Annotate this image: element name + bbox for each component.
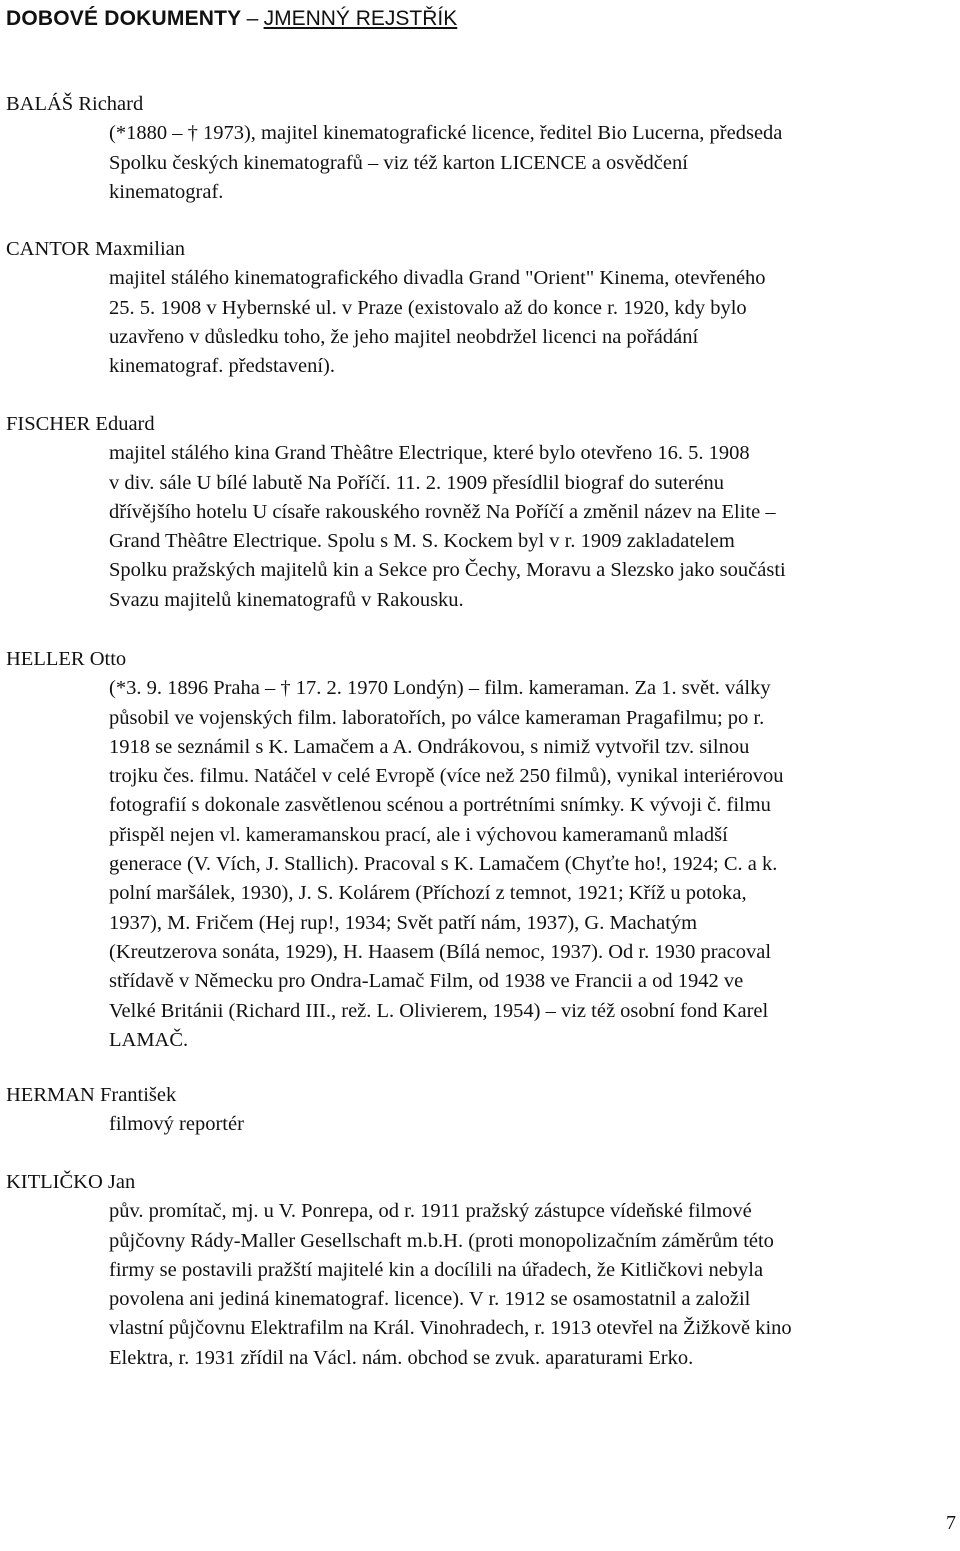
entry-line: Elektra, r. 1931 zřídil na Václ. nám. obchod se zvuk. aparaturami Erko. xyxy=(109,1346,694,1369)
page-number: 7 xyxy=(946,1512,956,1534)
entry-line: kinematograf. xyxy=(109,180,224,203)
entry-line: polní maršálek, 1930), J. S. Kolárem (Příchozí z temnot, 1921; Kříž u potoka, xyxy=(109,882,747,905)
entry-line: majitel stálého kinematografického divadla Grand "Orient" Kinema, otevřeného xyxy=(109,267,766,290)
entry-heller xyxy=(6,645,956,1055)
entry-line: trojku čes. filmu. Natáčel v celé Evropě (více než 250 filmů), vynikal interiérovou xyxy=(109,765,784,788)
entry-line: generace (V. Vích, J. Stallich). Pracoval s K. Lamačem (Chyťte ho!, 1924; C. a k. xyxy=(109,853,778,876)
entry-line: přispěl nejen vl. kameramanskou prací, ale i výchovou kameramanů mladší xyxy=(109,823,728,846)
entry-cantor xyxy=(6,235,956,381)
header-title: DOBOVÉ DOKUMENTY xyxy=(6,7,242,30)
entry-line: 25. 5. 1908 v Hybernské ul. v Praze (existovalo až do konce r. 1920, kdy bylo xyxy=(109,296,747,319)
entry-balas xyxy=(6,90,956,207)
entry-line: dřívějšího hotelu U císaře rakouského rovněž Na Poříčí a změnil název na Elite – xyxy=(109,500,776,523)
entry-line: povolena ani jediná kinematograf. licence). V r. 1912 se osamostatnil a založil xyxy=(109,1288,751,1311)
entry-name: HELLER Otto xyxy=(6,648,127,670)
entry-line: majitel stálého kina Grand Thèâtre Electrique, které bylo otevřeno 16. 5. 1908 xyxy=(109,442,750,465)
entry-line: Spolku pražských majitelů kin a Sekce pro Čechy, Moravu a Slezsko jako součásti xyxy=(109,559,786,582)
entry-body xyxy=(109,439,956,615)
header-subtitle: JMENNÝ REJSTŘÍK xyxy=(263,7,458,30)
entry-line: LAMAČ. xyxy=(109,1028,189,1051)
entry-line: Spolku českých kinematografů – viz též karton LICENCE a osvědčení xyxy=(109,151,688,174)
entry-name: FISCHER Eduard xyxy=(6,413,155,435)
entry-line: 1918 se seznámil s K. Lamačem a A. Ondrákovou, s nimiž vytvořil tzv. silnou xyxy=(109,735,750,758)
entry-name: BALÁŠ Richard xyxy=(6,93,144,115)
entry-line: (*1880 – † 1973), majitel kinematografické licence, ředitel Bio Lucerna, předseda xyxy=(109,122,783,145)
entry-line: Svazu majitelů kinematografů v Rakousku. xyxy=(109,588,464,611)
entry-body xyxy=(109,264,956,381)
entry-line: střídavě v Německu pro Ondra-Lamač Film, od 1938 ve Francii a od 1942 ve xyxy=(109,970,744,993)
entry-line: Velké Británii (Richard III., rež. L. Olivierem, 1954) – viz též osobní fond Karel xyxy=(109,999,769,1022)
entry-line: uzavřeno v důsledku toho, že jeho majitel neobdržel licenci na pořádání xyxy=(109,325,699,348)
header-separator: – xyxy=(246,7,259,30)
entry-line: kinematograf. představení). xyxy=(109,355,335,378)
entry-line: v div. sále U bílé labutě Na Poříčí. 11. 2. 1909 přesídlil biograf do suterénu xyxy=(109,471,725,494)
entry-line: půjčovny Rády-Maller Gesellschaft m.b.H. (proti monopolizačním záměrům této xyxy=(109,1229,774,1252)
entry-line: filmový reportér xyxy=(109,1113,244,1136)
entry-herman xyxy=(6,1081,956,1140)
entry-fischer xyxy=(6,410,956,615)
entry-body xyxy=(109,119,956,207)
entry-line: (*3. 9. 1896 Praha – † 17. 2. 1970 Londýn) – film. kameraman. Za 1. svět. války xyxy=(109,677,771,700)
entry-line: fotografií s dokonale zasvětlenou scénou a portrétními snímky. K vývoji č. filmu xyxy=(109,794,771,817)
entry-name: HERMAN František xyxy=(6,1084,177,1106)
entry-name: KITLIČKO Jan xyxy=(6,1171,136,1193)
entry-line: pův. promítač, mj. u V. Ponrepa, od r. 1911 pražský zástupce vídeňské filmové xyxy=(109,1200,752,1223)
entry-line: působil ve vojenských film. laboratořích, po válce kameraman Pragafilmu; po r. xyxy=(109,706,765,729)
entry-line: (Kreutzerova sonáta, 1929), H. Haasem (Bílá nemoc, 1937). Od r. 1930 pracoval xyxy=(109,940,772,963)
entry-body xyxy=(109,1110,956,1139)
entry-line: firmy se postavili pražští majitelé kin a docílili na úřadech, že Kitličkovi nebyla xyxy=(109,1258,764,1281)
entry-name: CANTOR Maxmilian xyxy=(6,238,185,260)
entry-body xyxy=(109,1197,956,1373)
entry-line: 1937), M. Fričem (Hej rup!, 1934; Svět patří nám, 1937), G. Machatým xyxy=(109,911,698,934)
entry-kitlicko xyxy=(6,1168,956,1373)
page-header xyxy=(6,4,457,33)
entry-body xyxy=(109,674,956,1055)
entry-line: vlastní půjčovnu Elektrafilm na Král. Vinohradech, r. 1913 otevřel na Žižkově kino xyxy=(109,1317,792,1340)
entry-line: Grand Thèâtre Electrique. Spolu s M. S. Kockem byl v r. 1909 zakladatelem xyxy=(109,530,735,553)
